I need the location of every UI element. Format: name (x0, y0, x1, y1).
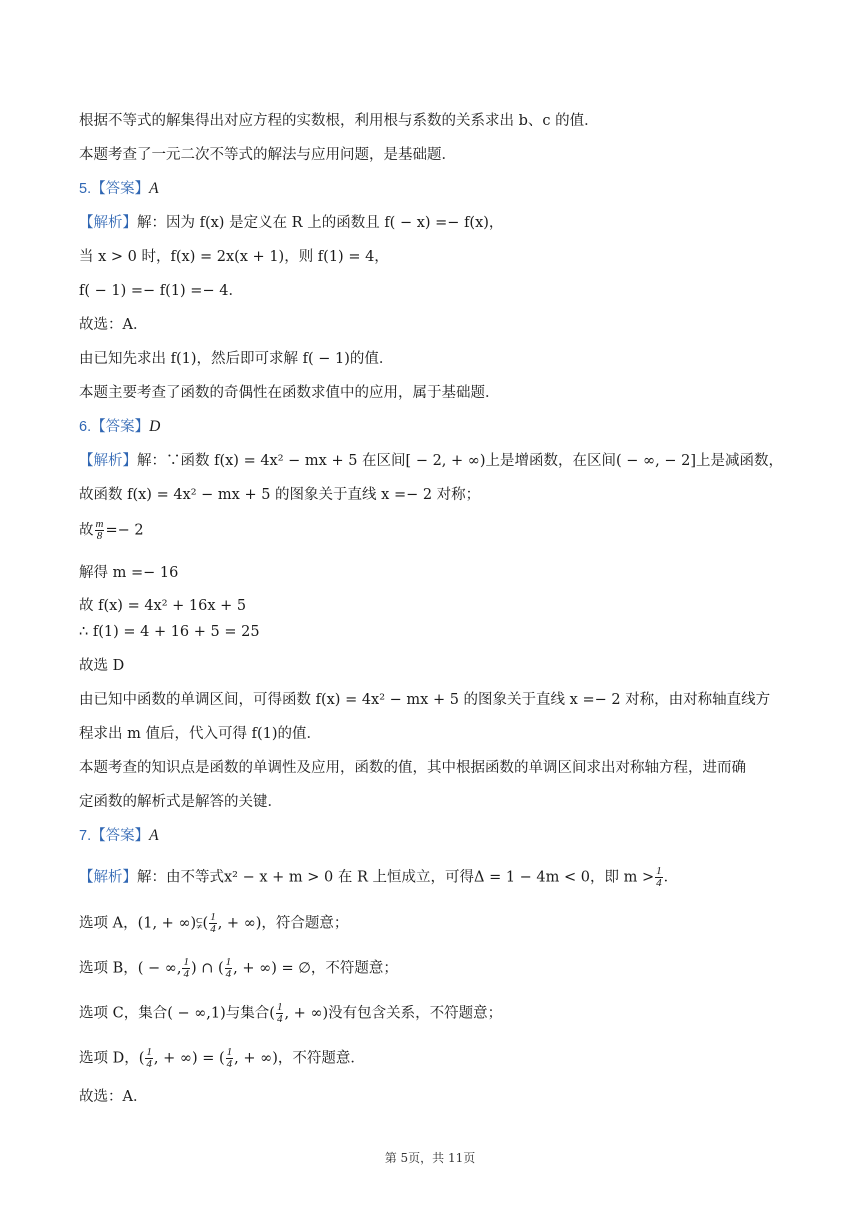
text-line: 由已知中函数的单调区间，可得函数 f(x) = 4x² − mx + 5 的图象关于直线 x =− 2 对称，由对称轴直线方 (79, 692, 771, 708)
fraction-line (79, 519, 144, 542)
fraction (225, 957, 233, 980)
text-segment: 选项 B，( − ∞, (79, 960, 182, 977)
text-segment: ) ∩ ( (190, 960, 224, 977)
text-segment: , + ∞)，不符题意． (234, 1050, 365, 1067)
text-segment: , + ∞) = ( (153, 1050, 225, 1067)
text-line: 本题主要考查了函数的奇偶性在函数求值中的应用，属于基础题． (79, 385, 500, 401)
text-line: 故选：A． (79, 317, 148, 333)
answer-heading-q6 (79, 417, 160, 437)
fraction-denominator: 4 (146, 1058, 152, 1070)
text-segment: 故 (79, 522, 94, 539)
analysis-line (79, 866, 678, 889)
question-number: 5. (79, 181, 92, 197)
text-line: f( − 1) =− f(1) =− 4． (79, 283, 243, 299)
answer-tag: 【答案】 (91, 419, 150, 435)
analysis-text: 解：由不等式x² − x + m > 0 在 R 上恒成立，可得Δ = 1 − 4m < 0，即 m > (137, 869, 655, 886)
text-segment: =− 2 (105, 522, 144, 539)
fraction-denominator: 4 (210, 923, 216, 935)
question-number: 7. (79, 828, 92, 844)
fraction-denominator: 4 (276, 1013, 283, 1025)
analysis-line (79, 213, 503, 233)
text-line: 故函数 f(x) = 4x² − mx + 5 的图象关于直线 x =− 2 对称； (79, 487, 481, 503)
text-line: 故选 D (79, 658, 125, 674)
option-line-a (79, 912, 348, 935)
text-line: 故 f(x) = 4x² + 16x + 5 (79, 598, 247, 614)
text-line: 解得 m =− 16 (79, 565, 179, 581)
fraction-numerator: 1 (210, 911, 216, 923)
fraction-denominator: 8 (96, 530, 103, 542)
fraction (145, 1047, 153, 1070)
fraction-numerator: 1 (225, 956, 232, 968)
text-line: 程求出 m 值后，代入可得 f(1)的值． (79, 726, 321, 742)
text-line: ∴ f(1) = 4 + 16 + 5 = 25 (79, 624, 260, 640)
answer-letter: D (149, 418, 161, 435)
fraction (95, 519, 105, 542)
fraction-numerator: 1 (226, 1046, 233, 1058)
fraction-numerator: 1 (276, 1001, 283, 1013)
text-segment: , + ∞)没有包含关系，不符题意； (284, 1005, 503, 1022)
fraction-denominator: 4 (225, 968, 232, 980)
answer-tag: 【答案】 (91, 828, 150, 844)
answer-heading-q7 (79, 826, 159, 846)
text-line: 故选：A． (79, 1089, 148, 1105)
text-segment: 选项 C，集合( − ∞,1)与集合( (79, 1005, 275, 1022)
answer-letter: A (149, 827, 159, 844)
analysis-text: 解：因为 f(x) 是定义在 R 上的函数且 f( − x) =− f(x)， (137, 215, 504, 231)
fraction (209, 912, 217, 935)
option-line-d (79, 1047, 365, 1070)
answer-heading-q5 (79, 179, 159, 199)
text-segment: 选项 D，( (79, 1050, 145, 1067)
option-line-b (79, 957, 398, 980)
fraction-numerator: 1 (146, 1046, 152, 1058)
page-footer: 第 5页，共 11页 (384, 1151, 476, 1165)
analysis-tag: 【解析】 (79, 215, 137, 231)
analysis-tag: 【解析】 (79, 453, 137, 469)
fraction (276, 1002, 284, 1025)
analysis-tag: 【解析】 (79, 869, 137, 886)
fraction (655, 866, 663, 889)
fraction-denominator: 4 (226, 1058, 233, 1070)
text-line: 当 x > 0 时，f(x) = 2x(x + 1)，则 f(1) = 4， (79, 249, 389, 265)
text-segment: 选项 A，(1, + ∞)⫋( (79, 915, 209, 932)
text-line: 根据不等式的解集得出对应方程的实数根，利用根与系数的关系求出 b、c 的值． (79, 113, 599, 129)
answer-letter: A (149, 180, 159, 197)
fraction-denominator: 4 (656, 877, 662, 889)
question-number: 6. (79, 419, 92, 435)
fraction-numerator: 1 (183, 956, 189, 968)
text-segment: , + ∞)，符合题意； (217, 915, 349, 932)
text-segment: , + ∞) = ∅，不符题意； (233, 960, 398, 977)
analysis-text: 解：∵函数 f(x) = 4x² − mx + 5 在区间[ − 2, + ∞)上是增函数，在区间( − ∞, − 2]上是减函数， (137, 453, 783, 469)
fraction-denominator: 4 (183, 968, 189, 980)
fraction-numerator: 1 (656, 865, 662, 877)
text-line: 定函数的解析式是解答的关键． (79, 794, 282, 810)
text-segment: ． (663, 869, 679, 886)
fraction-numerator: m (95, 518, 104, 530)
option-line-c (79, 1002, 502, 1025)
text-line: 本题考查的知识点是函数的单调性及应用，函数的值，其中根据函数的单调区间求出对称轴方程，进而确 (79, 760, 746, 776)
answer-tag: 【答案】 (91, 181, 150, 197)
fraction (226, 1047, 234, 1070)
text-line: 本题考查了一元二次不等式的解法与应用问题，是基础题． (79, 147, 456, 163)
fraction (182, 957, 190, 980)
text-line: 由已知先求出 f(1)，然后即可求解 f( − 1)的值． (79, 351, 394, 367)
analysis-line (79, 451, 783, 471)
